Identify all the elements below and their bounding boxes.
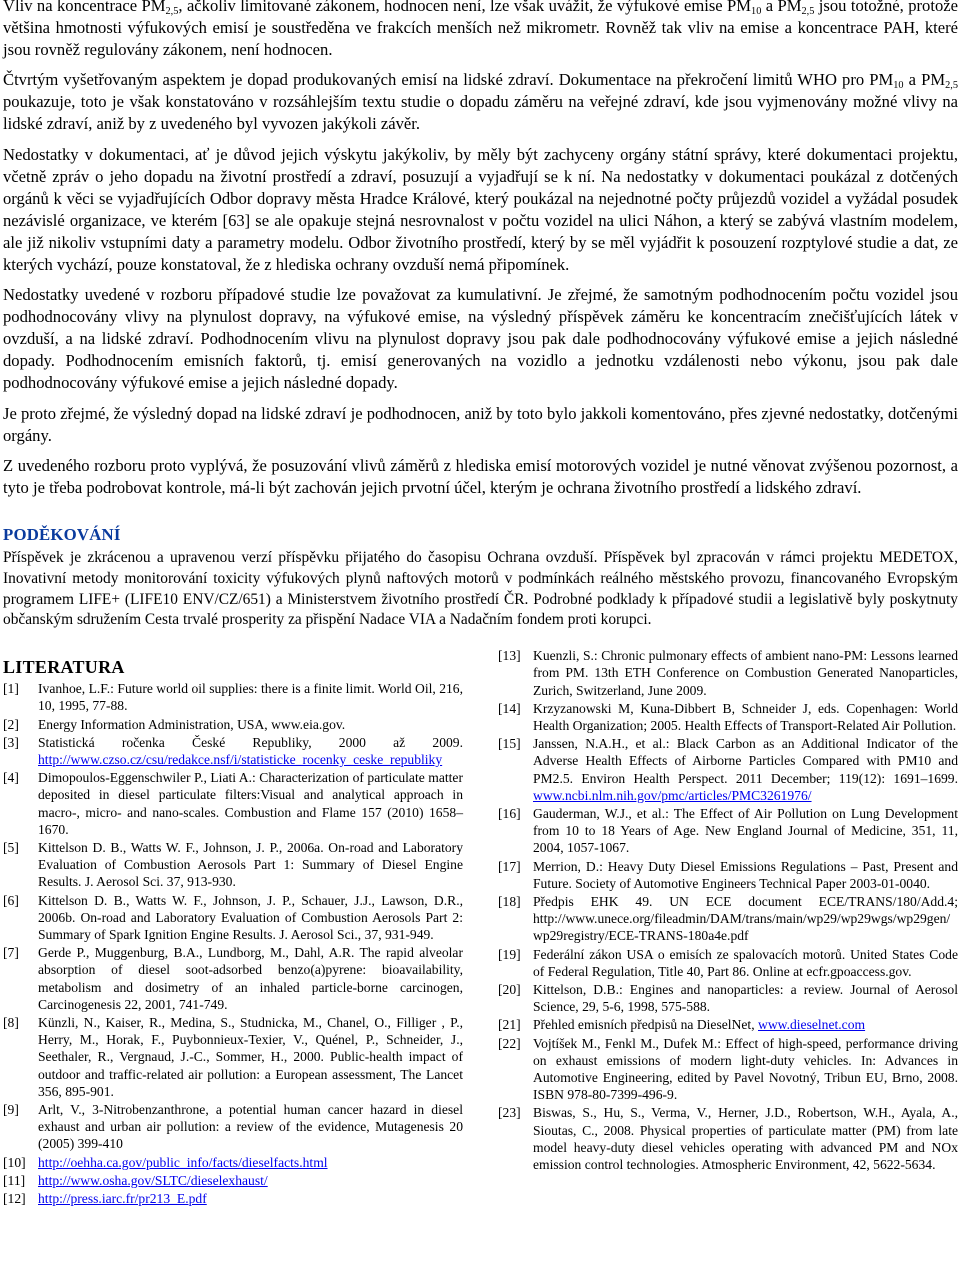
reference-number: [4] — [3, 770, 19, 786]
reference-link[interactable]: www.ncbi.nlm.nih.gov/pmc/articles/PMC3261976/ — [533, 787, 812, 803]
reference-number: [21] — [498, 1017, 521, 1033]
reference-number: [2] — [3, 716, 19, 732]
reference-item — [3, 734, 463, 768]
reference-item — [498, 946, 958, 980]
body-text — [3, 0, 958, 499]
reference-item — [498, 735, 958, 804]
reference-item — [498, 858, 958, 892]
reference-number: [16] — [498, 805, 521, 821]
paragraph-2: Čtvrtým vyšetřovaným aspektem je dopad produkovaných emisí na lidské zdraví. Dokumentace na překročení limitů WHO pro $PM_{10}$ a $PM_{2,5}$ poukazuje, toto je však konstatováno v rozsáhlejším textu studie o dopadu záměru na veřejné zdraví, kde jsou vyjmenovány možné vlivy na lidské zdraví, aniž by z uvedeného byl vyvozen jakýkoli závěr. — [3, 70, 958, 134]
reference-number: [17] — [498, 858, 521, 874]
reference-text: Vojtíšek M., Fenkl M., Dufek M.: Effect of high-speed, performance driving on exhaust emissions of modern light-duty vehicles. In: Advances in Automotive Engineering, edited by Pavel Novotný, Tribun EU, Brno, 2008. ISBN 978-80-7399-496-9. — [533, 1035, 958, 1103]
reference-number: [23] — [498, 1105, 521, 1121]
reference-link[interactable]: www.dieselnet.com — [758, 1017, 866, 1033]
acknowledgements-text: Příspěvek je zkrácenou a upravenou verzí příspěvku přijatého do časopisu Ochrana ovzduší. Příspěvek byl zpracován v rámci projektu MEDETOX, Inovativní metody monitorování toxicity výfukových plynů naftových motorů v podmínkách reálného městského provozu, financovaného Evropským programem LIFE+ (LIFE10 ENV/CZ/651) a Ministerstvem životního prostředí ČR. Podrobné podklady k případové studii a legislativě byly poskytnuty občanským sdružením Cesta trvalé prosperity za přispění Nadace VIA a Nadačním fondem proti korupci. — [3, 548, 958, 629]
reference-text: Kittelson D. B., Watts W. F., Johnson, J. P., Schauer, J.J., Lawson, D.R., 2006b. On-road and Laboratory Evaluation of Combustion Aerosols Part 2: Summary of Spark Ignition Engine Results. J. Aerosol Sci., 37, 931-949. — [38, 892, 463, 942]
reference-text — [38, 1190, 463, 1207]
reference-number: [19] — [498, 946, 521, 962]
paragraph-6: Z uvedeného rozboru proto vyplývá, že posuzování vlivů záměrů z hlediska emisí motorových vozidel je nutné věnovat zvýšenou pozornost, a tyto je třeba podrobovat kontrole, má-li být zachován jejich prvotní účel, kterým je ochrana životního prostředí a lidského zdraví. — [3, 455, 958, 497]
reference-text: Federální zákon USA o emisích ze spalovacích motorů. United States Code of Federal Regulation, Title 40, Part 86. Online at ecfr.gpoaccess.gov. — [533, 946, 958, 979]
reference-number: [9] — [3, 1101, 19, 1117]
reference-number: [13] — [498, 648, 521, 664]
reference-item — [3, 1014, 463, 1100]
reference-text: Künzli, N., Kaiser, R., Medina, S., Studnicka, M., Chanel, O., Filliger , P., Herry, M., Horak, F., Puybonnieux-Texier, V., Quénel, P., Schneider, J., Seethaler, R., Vergnaud, J.-C., Sommer, H., 2000. Public-health impact of outdoor and traffic-related air pollution: a European assessment, The Lancet 356, 895-901. — [38, 1014, 463, 1099]
reference-link[interactable]: http://www.osha.gov/SLTC/dieselexhaust/ — [38, 1172, 268, 1188]
paragraph-1: Vliv na koncentrace $PM_{2,5}$, ačkoliv limitované zákonem, hodnocen není, lze však uvážit, že výfukové emise $PM_{10}$ a $PM_{2,5}$ jsou totožné, protože většina hmotnosti výfukových emisí je soustředěna ve frakcích menších než mikrometr. Rovněž tak vliv na emise a koncentrace PAH, které jsou rovněž regulovány zákonem, není hodnocen. — [3, 0, 958, 60]
paragraph-4: Nedostatky uvedené v rozboru případové studie lze považovat za kumulativní. Je zřejmé, že samotným podhodnocením počtu vozidel jsou podhodnocovány vlivy na plynulost dopravy, na výfukové emise, na výsledný příspěvek záměru ke koncentracím znečišťujících látek v ovzduší, a na lidské zdraví. Podhodnocením vlivu na plynulost dopravy jsou pak dale podhodnocovány výfukové emise a jejich následné dopady. Podhodnocením emisních faktorů, tj. emisí generovaných na vozidlo a jednotku vzdálenosti nebo výkonu, jsou pak dale podhodnocovány výfukové emise a jejich následné dopady. — [3, 285, 958, 393]
references-column-left — [3, 657, 463, 1208]
reference-number: [8] — [3, 1014, 19, 1030]
reference-text: Ivanhoe, L.F.: Future world oil supplies: there is a finite limit. World Oil, 216, 10, 1995, 77-88. — [38, 681, 463, 714]
reference-item — [3, 769, 463, 838]
reference-item — [498, 1104, 958, 1173]
reference-item — [3, 1154, 463, 1171]
reference-number: [15] — [498, 736, 521, 752]
reference-text: Statistická ročenka České Republiky, 2000 až 2009. http://www.czso.cz/csu/redakce.nsf/i/statisticke_rocenky_ceske_republiky — [38, 734, 463, 767]
reference-item — [3, 1101, 463, 1153]
reference-text: Biswas, S., Hu, S., Verma, V., Herner, J.D., Robertson, W.H., Ayala, A., Sioutas, C., 2008. Physical properties of particulate matter (PM) from late model heavy-duty diesel vehicles operating with advanced PM and NOx emission control technologies. Atmospheric Environment, 42, 5622-5634. — [533, 1105, 958, 1172]
reference-number: [10] — [3, 1154, 26, 1170]
reference-link[interactable]: http://www.czso.cz/csu/redakce.nsf/i/statisticke_rocenky_ceske_republiky — [38, 751, 443, 767]
reference-text: Gerde P., Muggenburg, B.A., Lundborg, M., Dahl, A.R. The rapid alveolar absorption of diesel soot-adsorbed benzo(a)pyrene: bioavailability, metabolism and dosimetry of an inhaled particle-borne carcinogen, Carcinogenesis 22, 2001, 741-749. — [38, 945, 463, 1012]
reference-item — [3, 839, 463, 891]
reference-item — [498, 981, 958, 1015]
reference-item — [498, 1016, 958, 1033]
reference-text — [38, 1154, 463, 1171]
reference-number: [7] — [3, 945, 19, 961]
reference-item — [3, 680, 463, 714]
reference-item — [498, 893, 958, 945]
reference-item — [3, 1172, 463, 1189]
reference-text: Kittelson, D.B.: Engines and nanoparticles: a review. Journal of Aerosol Science, 29, 5-6, 1998, 575-588. — [533, 981, 958, 1015]
reference-link[interactable]: http://oehha.ca.gov/public_info/facts/dieselfacts.html — [38, 1154, 328, 1170]
reference-text — [38, 1172, 463, 1189]
reference-text: Arlt, V., 3-Nitrobenzanthrone, a potential human cancer hazard in diesel exhaust and urban air pollution: a review of the evidence, Mutagenesis 20 (2005) 399-410 — [38, 1101, 463, 1152]
reference-item — [498, 647, 958, 699]
reference-item — [3, 1190, 463, 1207]
reference-text: Janssen, N.A.H., et al.: Black Carbon as an Additional Indicator of the Adverse Health Effects of Airborne Particles Compared with PM10 and PM2.5. Environ Health Perspect. 2011 December; 119(12): 1691–1699. www.ncbi.nlm.nih.gov/pmc/articles/PMC3261976/ — [533, 736, 958, 803]
paragraph-3: Nedostatky v dokumentaci, ať je důvod jejich výskytu jakýkoliv, by měly být zachyceny orgány státní správy, které dokumentaci projektu, včetně zpráv o jeho dopadu na životní prostředí a zdraví, posuzují a vyjadřují se k ní. Na nedostatky v dokumentaci poukázal z dotčených orgánů k věci se vyjadřujících Odbor dopravy města Hradce Králové, který poukázal na nejednotné počty průjezdů vozidel a vyžádal posudek nezávislé organizace, ve kterém [63] se ale opakuje stejná nesrovnalost v počtu vozidel na ulici Náhon, a který se zabývá vlastním modelem, ale již nikoliv vstupními daty a parametry modelu. Odbor životního prostředí, který by se měl vyjádřit k posouzení rozptylové studie a dat, ze kterých vychází, pouze konstatoval, že z hlediska ochrany ovzduší nemá připomínek. — [3, 144, 958, 274]
references-column-right — [498, 647, 958, 1208]
reference-text: Krzyzanowski M, Kuna-Dibbert B, Schneider J, eds. Copenhagen: World Health Organization; 2005. Health Effects of Transport-Related Air Pollution. — [533, 700, 958, 733]
reference-number: [6] — [3, 892, 19, 908]
reference-item — [3, 716, 463, 733]
reference-link[interactable]: http://press.iarc.fr/pr213_E.pdf — [38, 1191, 207, 1206]
reference-text: Merrion, D.: Heavy Duty Diesel Emissions Regulations – Past, Present and Future. Society of Automotive Engineers Technical Paper 2003-01-0040. — [533, 858, 958, 891]
reference-number: [18] — [498, 893, 521, 909]
references-heading: LITERATURA — [3, 657, 125, 678]
paragraph-5: Je proto zřejmé, že výsledný dopad na lidské zdraví je podhodnocen, aniž by toto bylo jakkoli komentováno, přes zjevné nedostatky, dotčenými orgány. — [3, 403, 958, 445]
reference-number: [5] — [3, 839, 19, 855]
reference-item — [498, 1035, 958, 1104]
acknowledgements-heading: PODĚKOVÁNÍ — [3, 524, 121, 544]
reference-text: Gauderman, W.J., et al.: The Effect of Air Pollution on Lung Development from 10 to 18 Years of Age. New England Journal of Medicine, 351, 11, 2004, 1057-1067. — [533, 805, 958, 856]
reference-text: Energy Information Administration, USA, www.eia.gov. — [38, 716, 346, 732]
reference-item — [498, 700, 958, 734]
reference-number: [11] — [3, 1172, 26, 1188]
reference-number: [1] — [3, 681, 19, 697]
reference-number: [12] — [3, 1191, 26, 1206]
reference-number: [14] — [498, 700, 521, 716]
reference-number: [3] — [3, 734, 19, 750]
reference-number: [22] — [498, 1035, 521, 1051]
reference-item — [3, 944, 463, 1013]
reference-text: Přehled emisních předpisů na DieselNet, www.dieselnet.com — [533, 1017, 866, 1033]
reference-number: [20] — [498, 981, 521, 997]
reference-text: Dimopoulos-Eggenschwiler P., Liati A.: Characterization of particulate matter deposited in diesel particulate filters:Visual and analytical approach in macro-, micro- and nano-scales. Combustion and Flame 157 (2010) 1658–1670. — [38, 770, 463, 837]
reference-item — [3, 892, 463, 944]
reference-text: Kuenzli, S.: Chronic pulmonary effects of ambient nano-PM: Lessons learned from PM. 13th ETH Conference on Combustion Generated Nanoparticles, Zurich, Switzerland, June 2009. — [533, 648, 958, 698]
reference-item — [498, 805, 958, 857]
references-section — [3, 648, 958, 1208]
reference-text: Kittelson D. B., Watts W. F., Johnson, J. P., 2006a. On-road and Laboratory Evaluation of Combustion Aerosols Part 1: Summary of Diesel Engine Results. J. Aerosol Sci. 37, 913-930. — [38, 839, 463, 890]
reference-text: Předpis EHK 49. UN ECE document ECE/TRANS/180/Add.4; http://www.unece.org/fileadmin/DAM/trans/main/wp29/wp29wgs/wp29gen/wp29registry/ECE-TRANS-180a4e.pdf — [533, 893, 958, 944]
